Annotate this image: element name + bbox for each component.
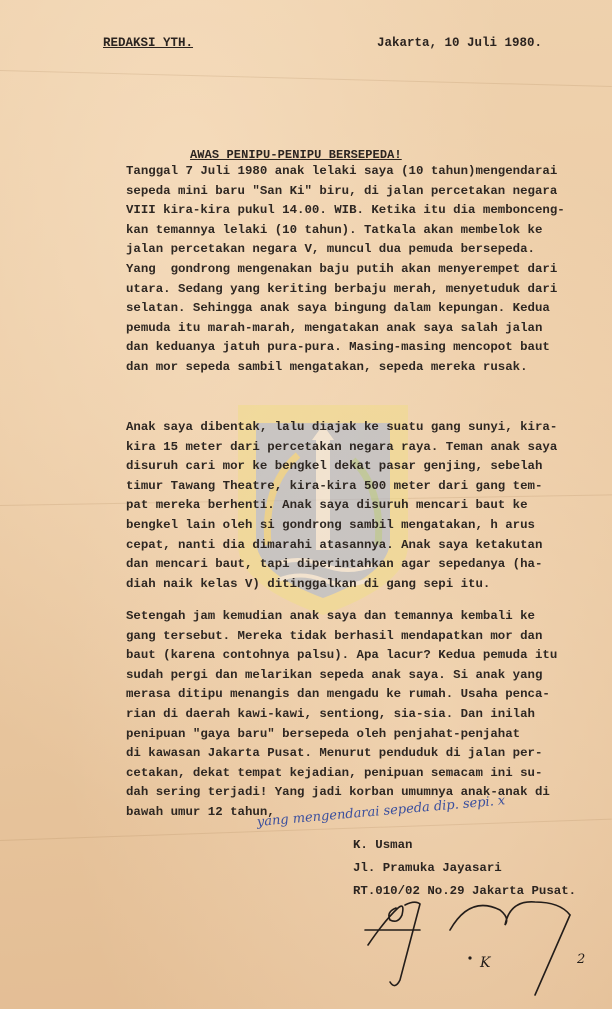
text-line: bawah umur 12 tahun,	[126, 804, 275, 819]
text-line: VIII kira-kira pukul 14.00. WIB. Ketika itu dia membonceng-	[126, 203, 565, 218]
svg-text:2: 2	[577, 952, 586, 967]
text-line: pemuda itu marah-marah, mengatakan anak saya salah jalan	[126, 320, 543, 335]
sender-street: Jl. Pramuka Jayasari	[353, 861, 502, 875]
letter-title: AWAS PENIPU-PENIPU BERSEPEDA!	[190, 148, 402, 162]
signature-icon	[360, 890, 610, 1005]
text-line: jalan percetakan negara V, muncul dua pemuda bersepeda.	[126, 242, 535, 257]
text-line: cepat, nanti dia dimarahi atasannya. Anak saya ketakutan	[126, 537, 543, 552]
text-line: kan temannya lelaki (10 tahun). Tatkala akan membelok ke	[126, 222, 543, 237]
paper-crease	[0, 70, 612, 87]
sender-address: RT.010/02 No.29 Jakarta Pusat.	[353, 884, 577, 898]
addressee: REDAKSI YTH.	[103, 36, 194, 50]
text-line: rian di daerah kawi-kawi, sentiong, sia-sia. Dan inilah	[126, 706, 535, 721]
text-line: kira 15 meter dari percetakan negara raya. Teman anak saya	[126, 439, 558, 454]
text-line: timur Tawang Theatre, kira-kira 500 meter dari gang tem-	[126, 478, 543, 493]
handwritten-addition: yang mengendarai sepeda dip. sepi. x	[256, 793, 506, 830]
text-line: dan mencari baut, tapi diperintahkan agar sepedanya (ha-	[126, 557, 543, 572]
place-date: Jakarta, 10 Juli 1980.	[376, 36, 542, 50]
text-line: gang tersebut. Mereka tidak berhasil mendapatkan mor dan	[126, 628, 543, 643]
text-line: merasa ditipu menangis dan mengadu ke rumah. Usaha penca-	[126, 687, 550, 702]
text-line: dan mor sepeda sambil mengatakan, sepeda mereka rusak.	[126, 359, 528, 374]
body-paragraph-3	[126, 607, 596, 823]
text-line: Anak saya dibentak, lalu diajak ke suatu gang sunyi, kira-	[126, 420, 558, 434]
text-line: dah sering terjadi! Yang jadi korban umumnya anak-anak di	[126, 785, 550, 800]
text-line: dan keduanya jatuh pura-pura. Masing-masing mencopot baut	[126, 340, 550, 355]
text-line: Yang gondrong mengenakan baju putih akan menyerempet dari	[126, 261, 558, 276]
text-line: bengkel lain oleh si gondrong sambil mengatakan, h arus	[126, 517, 535, 532]
text-line: baut (karena contohnya palsu). Apa lacur? Kedua pemuda itu	[126, 648, 558, 663]
text-line: pat mereka berhenti. Anak saya disuruh mencari baut ke	[126, 498, 528, 513]
text-line: di kawasan Jakarta Pusat. Menurut penduduk di jalan per-	[126, 746, 543, 761]
svg-text:K: K	[480, 955, 491, 971]
text-line: Setengah jam kemudian anak saya dan temannya kembali ke	[126, 609, 535, 623]
text-line: sepeda mini baru "San Ki" biru, di jalan percetakan negara	[126, 183, 558, 198]
text-line: diah naik kelas V) ditinggalkan di gang sepi itu.	[126, 576, 491, 591]
body-paragraph-2	[126, 418, 596, 594]
letter-header	[103, 36, 542, 54]
text-line: disuruh cari mor ke bengkel dekat pasar genjing, sebelah	[126, 459, 543, 474]
text-line: sudah pergi dan melarikan sepeda anak saya. Si anak yang	[126, 667, 543, 682]
text-line: Tanggal 7 Juli 1980 anak lelaki saya (10 tahun)mengendarai	[126, 164, 558, 178]
text-line: cetakan, dekat tempat kejadian, penipuan semacam ini su-	[126, 765, 543, 780]
text-line: penipuan "gaya baru" bersepeda oleh penjahat-penjahat	[126, 726, 521, 741]
sender-name: K. Usman	[353, 838, 413, 852]
text-line: utara. Sedang yang keriting berbaju merah, menyetuduk dari	[126, 281, 558, 296]
text-line: selatan. Sehingga anak saya bingung dalam kepungan. Kedua	[126, 301, 550, 316]
body-paragraph-1	[126, 162, 596, 378]
